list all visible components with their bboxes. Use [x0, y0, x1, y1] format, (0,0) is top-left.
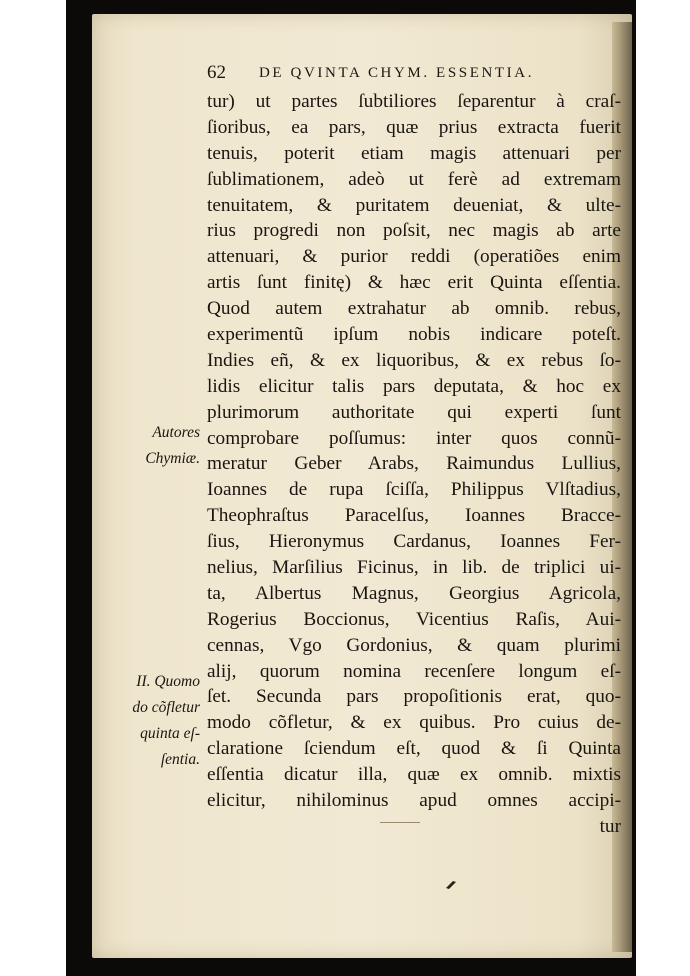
text-line: Ioannes de rupa ſciſſa, Philippus Vlſtadius,	[207, 479, 621, 501]
text-line: plurimorum authoritate qui experti ſunt	[207, 401, 621, 423]
text-line: artis ſunt finitę) & hæc erit Quinta eſſentia.	[207, 272, 621, 294]
text-line: Theophraſtus Paracelſus, Ioannes Bracce-	[207, 505, 621, 527]
body-text	[207, 89, 621, 840]
catchword: tur	[599, 815, 621, 837]
text-line: Indies eñ, & ex liquoribus, & ex rebus ſo-	[207, 349, 621, 371]
text-line: alij, quorum nomina recenſere longum eſ-	[207, 660, 621, 682]
text-line: claratione ſciendum eſt, quod & ſi Quinta	[207, 738, 621, 760]
margin-note-line: ſentia.	[160, 750, 200, 768]
margin-note-line: quinta eſ-	[140, 724, 200, 742]
text-line: lidis elicitur talis pars deputata, & hoc ex	[207, 375, 621, 397]
text-line: eſſentia dicatur illa, quæ ex omnib. mixtis	[207, 764, 621, 786]
text-line: experimentũ ipſum nobis indicare poteſt.	[207, 324, 621, 346]
text-line: tenuitatem, & puritatem deueniat, & ulte-	[207, 194, 621, 216]
text-line: comprobare poſſumus: inter quos connũ-	[207, 427, 621, 449]
margin-note-line: Chymiæ.	[145, 449, 200, 467]
margin-note-authors	[108, 420, 200, 472]
margin-note-line: II. Quomo	[136, 673, 200, 690]
ink-blot-icon	[444, 878, 458, 890]
margin-note-line: Autores	[152, 424, 200, 441]
running-header	[207, 62, 617, 86]
text-line: Rogerius Boccionus, Vicentius Raſis, Aui-	[207, 608, 621, 630]
text-line: attenuari, & purior reddi (operatiões enim	[207, 246, 621, 268]
margin-note-quomodo	[108, 669, 200, 773]
text-line: tur) ut partes ſubtiliores ſeparentur à craſ-	[207, 91, 621, 112]
margin-note-line: do cõfletur	[132, 698, 200, 716]
text-line: meratur Geber Arabs, Raimundus Lullius,	[207, 453, 621, 475]
text-line: ſet. Secunda pars propoſitionis erat, quo-	[207, 686, 621, 708]
running-title: DE QVINTA CHYM. ESSENTIA.	[259, 65, 535, 81]
faint-rule	[380, 822, 420, 823]
text-line: Quod autem extrahatur ab omnib. rebus,	[207, 298, 621, 320]
text-line: rius progredi non poſsit, nec magis ab arte	[207, 220, 621, 242]
text-line: modo cõfletur, & ex quibus. Pro cuius de-	[207, 712, 621, 734]
text-line: ſius, Hieronymus Cardanus, Ioannes Fer-	[207, 531, 621, 553]
text-line: ſioribus, ea pars, quæ prius extracta fuerit	[207, 116, 621, 138]
text-line: elicitur, nihilominus apud omnes accipi-	[207, 790, 621, 812]
text-line: nelius, Marſilius Ficinus, in lib. de triplici ui-	[207, 557, 621, 579]
text-line: ta, Albertus Magnus, Georgius Agricola,	[207, 582, 621, 604]
text-line: ſublimationem, adeò ut ferè ad extremam	[207, 168, 621, 190]
text-line: cennas, Vgo Gordonius, & quam plurimi	[207, 634, 621, 656]
page-number: 62	[207, 62, 226, 83]
text-line: tenuis, poterit etiam magis attenuari per	[207, 142, 621, 164]
